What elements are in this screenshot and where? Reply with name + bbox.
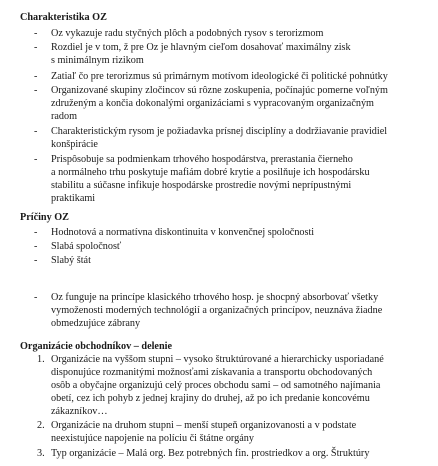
list-marker: -: [34, 154, 38, 165]
list-item-text: združeným a končia dokonalými organizáciami s vypracovaným organizačným: [51, 98, 374, 109]
section-heading-organizacie: Organizácie obchodníkov – delenie: [20, 341, 172, 352]
list-marker: -: [34, 241, 38, 252]
list-item-text: vymoženosti moderných technológií a organizačných princípov, neuznáva žiadne: [51, 305, 383, 316]
list-item-text: Slabý štát: [51, 255, 91, 266]
list-item-text: obmedzujúce zábrany: [51, 318, 141, 329]
list-item-text: Organizované skupiny zločincov sú rôzne zoskupenia, počínajúc pomerne voľným: [51, 85, 388, 96]
list-item-text: Charakteristickým rysom je požiadavka prísnej disciplíny a dodržiavanie pravidiel: [51, 126, 388, 137]
list-item-text: Organizácie na druhom stupni – menší stupeň organizovanosti a v podstate: [51, 420, 357, 431]
list-marker: -: [34, 85, 38, 96]
section-heading-charakteristika: Charakteristika OZ: [20, 12, 107, 23]
list-marker: -: [34, 71, 38, 82]
list-item-text: zákazníkov…: [51, 406, 108, 417]
list-item-text: disponujúce rozmanitými možnosťami získavania a transportu obchodovaných: [51, 367, 373, 378]
list-item-text: Typ organizácie – Malá org. Bez potrebných fin. prostriedkov a org. Štruktúry: [51, 448, 370, 459]
list-marker: 1.: [37, 354, 45, 365]
list-item-text: Slabá spoločnosť: [51, 241, 122, 252]
list-marker: -: [34, 255, 38, 266]
list-marker: 3.: [37, 448, 45, 459]
section-heading-priciny: Príčiny OZ: [20, 212, 69, 223]
list-item-text: Organizácie na vyššom stupni – vysoko štruktúrované a hierarchicky usporiadané: [51, 354, 384, 365]
list-marker: 2.: [37, 420, 45, 431]
list-marker: -: [34, 28, 38, 39]
list-item-text: radom: [51, 111, 78, 122]
list-marker: -: [34, 126, 38, 137]
list-item-text: Zatiaľ čo pre terorizmus sú primárnym motívom ideologické či politické pohnútky: [51, 71, 388, 82]
list-item-text: Prispôsobuje sa podmienkam trhového hospodárstva, prerastania čierneho: [51, 154, 353, 165]
list-item-text: s minimálnym rizikom: [51, 55, 144, 66]
list-item-text: Oz funguje na princípe klasického trhového hosp. je shocpný absorbovať všetky: [51, 292, 379, 303]
list-item-text: Hodnotová a normatívna diskontinuita v konvenčnej spoločnosti: [51, 227, 315, 238]
list-item-text: stabilitu a súčasne infikuje hospodárske prostredie novými neprípustnými: [51, 180, 352, 191]
list-marker: -: [34, 42, 38, 53]
list-item-text: osôb a obyčajne organizujú celý proces obchodu sami – od samotného najímania: [51, 380, 381, 391]
list-marker: -: [34, 292, 38, 303]
list-item-text: konšpirácie: [51, 139, 98, 150]
list-item-text: obetí, cez ich pohyb z jednej krajiny do druhej, až po ich predanie koncovému: [51, 393, 370, 404]
list-item-text: a normálneho trhu poskytuje mafiám dobré krytie a posilňuje ich hospodársku: [51, 167, 370, 178]
list-item-text: Oz vykazuje radu styčných plôch a podobných rysov s terorizmom: [51, 28, 324, 39]
list-item-text: Rozdiel je v tom, ž pre Oz je hlavným cieľom dosahovať maximálny zisk: [51, 42, 351, 53]
list-item-text: praktikami: [51, 193, 96, 204]
list-item-text: neexistujúce napojenie na políciu či štátne orgány: [51, 433, 254, 444]
list-marker: -: [34, 227, 38, 238]
